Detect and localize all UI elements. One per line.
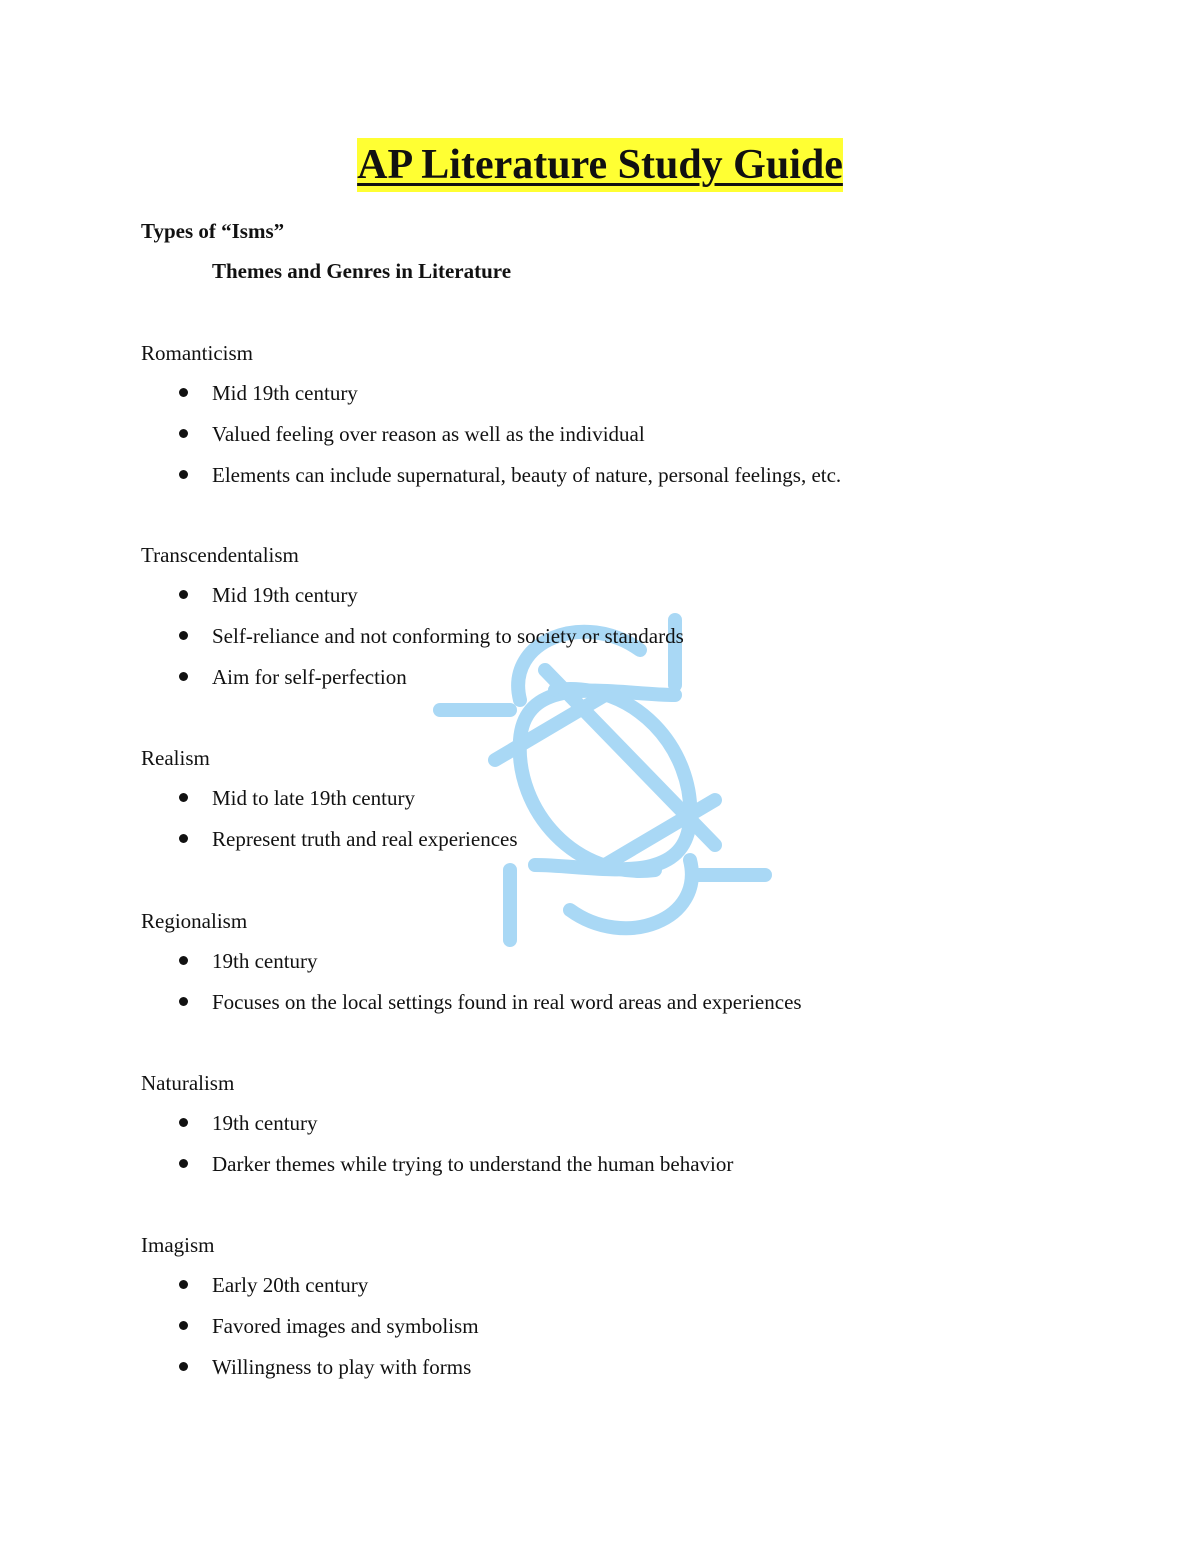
section-naturalism xyxy=(141,1068,1141,1190)
list-item xyxy=(141,1108,1141,1149)
bullet-dot-icon xyxy=(179,1362,188,1371)
bullet-text: Focuses on the local settings found in real word areas and experiences xyxy=(212,990,802,1014)
bullet-list xyxy=(141,378,1141,501)
list-item xyxy=(141,419,1141,460)
bullet-dot-icon xyxy=(179,1159,188,1168)
section-imagism xyxy=(141,1230,1141,1393)
list-item xyxy=(141,1270,1141,1311)
list-item xyxy=(141,946,1141,987)
list-item xyxy=(141,580,1141,621)
bullet-text: Aim for self-perfection xyxy=(212,665,407,689)
bullet-text: Darker themes while trying to understand the human behavior xyxy=(212,1152,734,1176)
section-title: Realism xyxy=(141,746,210,770)
bullet-dot-icon xyxy=(179,1118,188,1127)
bullet-list xyxy=(141,946,1141,1028)
subtitle: Types of “Isms” xyxy=(141,219,285,243)
bullet-list xyxy=(141,580,1141,703)
section-title: Naturalism xyxy=(141,1071,235,1095)
bullet-text: Elements can include supernatural, beauty of nature, personal feelings, etc. xyxy=(212,463,842,487)
bullet-text: 19th century xyxy=(212,949,318,973)
bullet-dot-icon xyxy=(179,834,188,843)
bullet-text: Mid 19th century xyxy=(212,381,358,405)
bullet-list xyxy=(141,783,1141,865)
bullet-list xyxy=(141,1270,1141,1393)
bullet-text: Mid 19th century xyxy=(212,583,358,607)
bullet-text: 19th century xyxy=(212,1111,318,1135)
subheading: Themes and Genres in Literature xyxy=(212,259,512,283)
section-title: Transcendentalism xyxy=(141,543,299,567)
list-item xyxy=(141,824,1141,865)
bullet-dot-icon xyxy=(179,1280,188,1289)
bullet-text: Represent truth and real experiences xyxy=(212,827,518,851)
section-title: Romanticism xyxy=(141,341,253,365)
bullet-text: Willingness to play with forms xyxy=(212,1355,472,1379)
bullet-text: Self-reliance and not conforming to society or standards xyxy=(212,624,684,648)
bullet-text: Favored images and symbolism xyxy=(212,1314,479,1338)
list-item xyxy=(141,1352,1141,1393)
list-item xyxy=(141,378,1141,419)
section-realism xyxy=(141,743,1141,865)
bullet-dot-icon xyxy=(179,997,188,1006)
bullet-text: Valued feeling over reason as well as the individual xyxy=(212,422,645,446)
bullet-dot-icon xyxy=(179,429,188,438)
bullet-dot-icon xyxy=(179,590,188,599)
section-transcendentalism xyxy=(141,540,1141,703)
bullet-text: Early 20th century xyxy=(212,1273,369,1297)
bullet-list xyxy=(141,1108,1141,1190)
bullet-dot-icon xyxy=(179,388,188,397)
page-title: AP Literature Study Guide xyxy=(357,138,843,192)
bullet-dot-icon xyxy=(179,956,188,965)
bullet-dot-icon xyxy=(179,470,188,479)
bullet-dot-icon xyxy=(179,1321,188,1330)
list-item xyxy=(141,987,1141,1028)
bullet-text: Mid to late 19th century xyxy=(212,786,415,810)
section-title: Imagism xyxy=(141,1233,215,1257)
list-item xyxy=(141,460,1141,501)
bullet-dot-icon xyxy=(179,672,188,681)
section-title: Regionalism xyxy=(141,909,248,933)
bullet-dot-icon xyxy=(179,793,188,802)
section-regionalism xyxy=(141,906,1141,1028)
list-item xyxy=(141,1149,1141,1190)
list-item xyxy=(141,1311,1141,1352)
list-item xyxy=(141,621,1141,662)
list-item xyxy=(141,783,1141,824)
list-item xyxy=(141,662,1141,703)
title-container xyxy=(0,138,1200,192)
section-romanticism xyxy=(141,338,1141,501)
bullet-dot-icon xyxy=(179,631,188,640)
